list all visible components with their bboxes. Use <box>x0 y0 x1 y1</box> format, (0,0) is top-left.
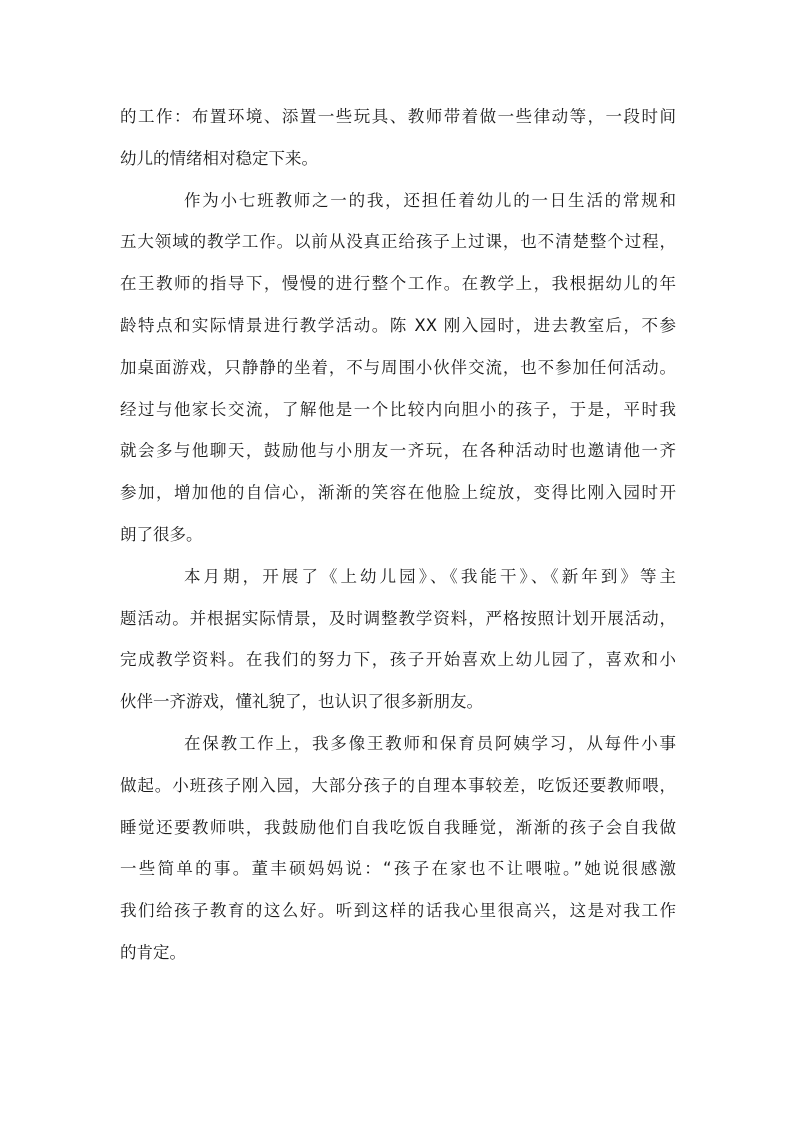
text-line: 朗了很多。 <box>120 524 203 544</box>
text-line: 经过与他家长交流，了解他是一个比较内向胆小的孩子，于是，平时我 <box>120 399 676 419</box>
text-line: 加桌面游戏，只静静的坐着，不与周围小伙伴交流，也不参加任何活动。 <box>120 357 676 377</box>
text-line: 参加，增加他的自信心，渐渐的笑容在他脸上绽放，变得比刚入园时开 <box>120 483 676 503</box>
text-line: 五大领域的教学工作。以前从没真正给孩子上过课，也不清楚整个过程， <box>120 232 676 252</box>
text-line: 本月期，开展了《上幼儿园》、《我能干》、《新年到》等主 <box>184 566 676 586</box>
text-line: 就会多与他聊天，鼓励他与小朋友一齐玩，在各种活动时也邀请他一齐 <box>120 441 676 461</box>
text-line: 幼儿的情绪相对稳定下来。 <box>120 148 318 168</box>
text-line: 伙伴一齐游戏，懂礼貌了，也认识了很多新朋友。 <box>120 692 483 712</box>
text-line: 一些简单的事。董丰硕妈妈说：“孩子在家也不让喂啦。”她说很感激 <box>120 859 676 879</box>
text-line: 作为小七班教师之一的我，还担任着幼儿的一日生活的常规和 <box>184 190 676 210</box>
text-line: 做起。小班孩子刚入园，大部分孩子的自理本事较差，吃饭还要教师喂， <box>120 775 676 795</box>
text-line: 题活动。并根据实际情景，及时调整教学资料，严格按照计划开展活动， <box>120 608 676 628</box>
text-line: 在保教工作上，我多像王教师和保育员阿姨学习，从每件小事 <box>184 733 676 753</box>
text-line: 睡觉还要教师哄，我鼓励他们自我吃饭自我睡觉，渐渐的孩子会自我做 <box>120 817 676 837</box>
document-body <box>120 96 676 974</box>
text-line: 我们给孩子教育的这么好。听到这样的话我心里很高兴，这是对我工作 <box>120 901 676 921</box>
text-line: 的肯定。 <box>120 942 186 962</box>
text-line: 龄特点和实际情景进行教学活动。陈 XX 刚入园时，进去教室后，不参 <box>120 315 676 335</box>
text-line: 完成教学资料。在我们的努力下，孩子开始喜欢上幼儿园了，喜欢和小 <box>120 650 676 670</box>
text-line: 在王教师的指导下，慢慢的进行整个工作。在教学上，我根据幼儿的年 <box>120 274 676 294</box>
text-line: 的工作：布置环境、添置一些玩具、教师带着做一些律动等，一段时间 <box>120 107 676 126</box>
